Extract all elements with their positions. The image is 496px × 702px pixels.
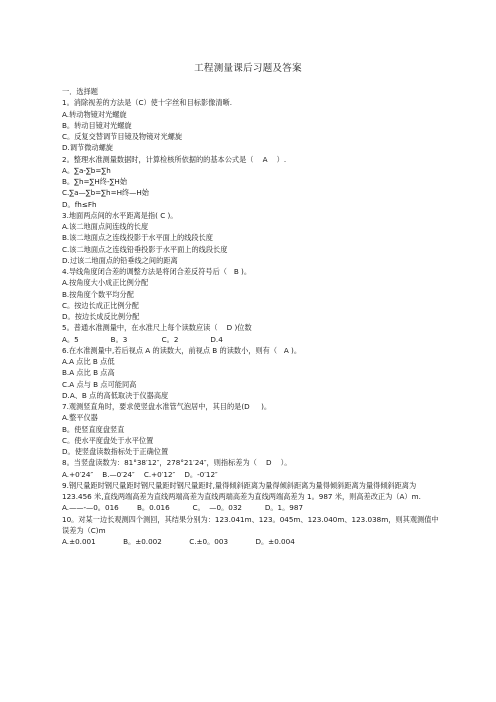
text-line: 7.观测竖直角时，要求使竖盘水准管气泡居中，其目的是(D )。 (62, 402, 272, 411)
text-line: B.A 点比 B 点高 (62, 368, 115, 378)
text-line: B。转动目镜对光螺旋 (62, 120, 132, 130)
text-line: A.A 点比 B 点低 (62, 357, 115, 366)
text-line: D。使竖盘读数指标处于正确位置 (62, 447, 169, 456)
text-line: A。∑a-∑b=∑h (62, 165, 111, 175)
text-line: B。使竖直度盘竖直 (62, 424, 125, 434)
text-line: C.∑a—∑b=∑h=H终—H始 (62, 188, 149, 198)
text-line: C。按边长成正比例分配 (62, 300, 139, 310)
text-line: 5。普通水准测量中，在水准尺上每个读数应读（ D )位数 (62, 323, 252, 333)
text-line: A.+0′24″ B.—0′24″ C.+0′12″ D。-0′12″ (62, 469, 218, 479)
question-10-options: A.±0.001 B。±0.002 C.±0。003 D。±0.004 (62, 537, 295, 546)
text-line: 4.导线角度闭合差的调整方法是将闭合差反符号后（ B )。 (62, 267, 252, 276)
text-line: 6.在水准测量中,若后视点 A 的读数大，前视点 B 的读数小，则有（ A )。 (62, 345, 302, 355)
document-title: 工程测量课后习题及答案 (194, 63, 302, 74)
text-line: 2。整理水准测量数据时，计算检核所依据的的基本公式是（ A ）. (62, 154, 287, 164)
question-10-text: 10。对某一边长观测四个测回，其结果分别为：123.041m、123。045m、123.040m、123.038m，则其观测值中误差为（C)m (62, 514, 439, 535)
text-line: B.按角度个数平均分配 (62, 289, 134, 299)
text-line: D。按边长成反比例分配 (62, 312, 140, 321)
text-line: D.A、B 点的高低取决于仪器高度 (62, 390, 169, 400)
text-line: 3.地面两点间的水平距离是指( C )。 (62, 210, 178, 220)
text-line: D.调节微动螺旋 (62, 143, 113, 153)
text-line: D。fh≤Fh (62, 199, 97, 209)
text-line: C.A 点与 B 点可能同高 (62, 379, 137, 389)
text-line: B.该二地面点之连线投影于水平面上的线段长度 (62, 233, 213, 243)
text-line: A.转动物镜对光螺旋 (62, 109, 127, 119)
question-9-text: 9.钢尺量距时钢尺量距时钢尺量距时钢尺量距时,量得倾斜距离为量得倾斜距离为量得倾斜距离为量得倾斜距离为 123.456 米,直线两端高差为直线两端高差为直线两端高差为直线两端高差为 1。987 米，则高差改正为（A）m. (62, 480, 421, 501)
text-line: 8。当竖盘读数为：81°38′12″，278°21′24″，则指标差为（ D ）。 (62, 458, 292, 468)
text-line: A.按角度大小成正比例分配 (62, 278, 149, 288)
document-body (62, 86, 442, 547)
text-line: A。5 B。3 C。2 D.4 (62, 334, 223, 344)
text-line: A.整平仪器 (62, 413, 98, 423)
text-line: C.该二地面点之连线铅垂投影于水平面上的线段长度 (62, 244, 228, 254)
section-heading: 一．选择题 (62, 87, 98, 96)
question-9-options: A.——-—0。016 B。0.016 C。 —0。032 D。1。987 (62, 503, 304, 513)
text-line: A.该二地面点间连线的长度 (62, 222, 149, 231)
text-line: B。∑h=∑H终-∑H始 (62, 177, 128, 186)
text-line: 1。消除视差的方法是（C）使十字丝和目标影像清晰. (62, 98, 233, 108)
text-line: C。使水平度盘处于水平位置 (62, 435, 154, 445)
text-line: D.过该二地面点的铅垂线之间的距离 (62, 255, 178, 265)
text-line: C。反复交替调节目镜及物镜对光螺旋 (62, 132, 183, 141)
